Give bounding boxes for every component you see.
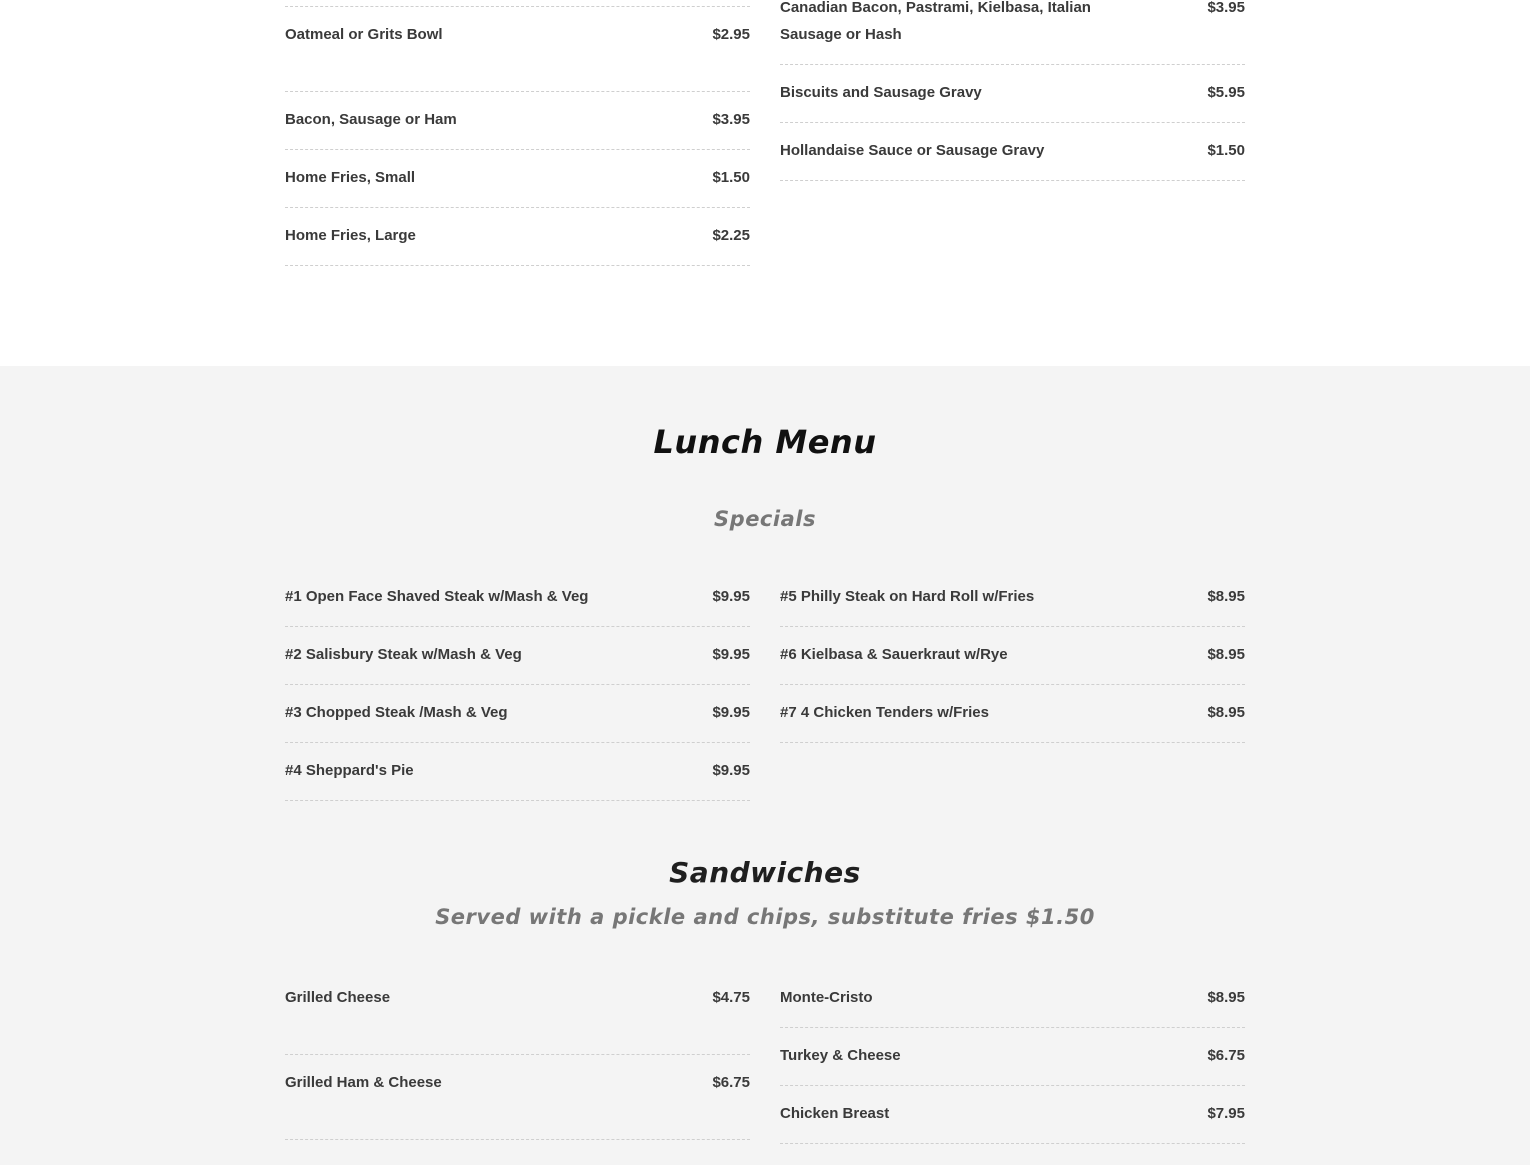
menu-item <box>780 1042 1245 1086</box>
menu-item-name: Canadian Bacon, Pastrami, Kielbasa, Italian Sausage or Hash <box>780 0 1091 43</box>
menu-item-price: $9.95 <box>712 646 750 663</box>
menu-item <box>285 641 750 685</box>
menu-item-name: Hollandaise Sauce or Sausage Gravy <box>780 142 1045 159</box>
menu-item <box>780 699 1245 743</box>
menu-item <box>780 0 1245 65</box>
menu-item-price: $8.95 <box>1207 646 1245 663</box>
menu-item-price: $6.75 <box>712 1074 750 1091</box>
menu-item-price: $1.50 <box>712 169 750 186</box>
menu-item <box>285 984 750 1055</box>
lunch-menu-section <box>0 366 1530 1165</box>
specials-subtitle: Specials <box>714 507 816 531</box>
menu-item <box>780 583 1245 627</box>
menu-item-price: $5.95 <box>1207 84 1245 101</box>
divider <box>285 6 750 7</box>
menu-item-name: Chicken Breast <box>780 1105 890 1122</box>
menu-item-price: $7.95 <box>1207 1105 1245 1122</box>
menu-item-price: $2.25 <box>712 227 750 244</box>
menu-item-name: #1 Open Face Shaved Steak w/Mash & Veg <box>285 588 589 605</box>
menu-item <box>780 1100 1245 1144</box>
menu-item <box>285 164 750 208</box>
menu-item-price: $8.95 <box>1207 989 1245 1006</box>
sandwiches-title: Sandwiches <box>669 856 861 889</box>
menu-item-price: $2.95 <box>712 26 750 43</box>
menu-item-name: Bacon, Sausage or Ham <box>285 111 457 128</box>
menu-item-price: $8.95 <box>1207 704 1245 721</box>
menu-item-price: $6.75 <box>1207 1047 1245 1064</box>
menu-item <box>285 583 750 627</box>
menu-item-name: Home Fries, Small <box>285 169 416 186</box>
menu-item-name: #6 Kielbasa & Sauerkraut w/Rye <box>780 646 1008 663</box>
menu-item <box>285 222 750 266</box>
menu-item-name: #3 Chopped Steak /Mash & Veg <box>285 704 508 721</box>
menu-item-name: Turkey & Cheese <box>780 1047 901 1064</box>
menu-item <box>780 137 1245 181</box>
sandwiches-note: Served with a pickle and chips, substitute fries $1.50 <box>435 905 1095 929</box>
menu-item <box>780 984 1245 1028</box>
menu-item-name: #4 Sheppard's Pie <box>285 762 414 779</box>
menu-item <box>285 757 750 801</box>
breakfast-sides-section <box>0 0 1530 366</box>
menu-item-price: $8.95 <box>1207 588 1245 605</box>
menu-item-name: Monte-Cristo <box>780 989 873 1006</box>
menu-item-name: Grilled Cheese <box>285 989 391 1006</box>
menu-item <box>780 641 1245 685</box>
menu-item-name: #7 4 Chicken Tenders w/Fries <box>780 704 989 721</box>
menu-item-price: $4.75 <box>712 989 750 1006</box>
menu-item <box>285 106 750 150</box>
menu-item <box>285 699 750 743</box>
menu-item-price: $3.95 <box>712 111 750 128</box>
menu-item <box>285 1069 750 1140</box>
menu-item <box>780 79 1245 123</box>
menu-item-name: Biscuits and Sausage Gravy <box>780 84 982 101</box>
menu-item-name: #5 Philly Steak on Hard Roll w/Fries <box>780 588 1035 605</box>
menu-item-price: $9.95 <box>712 704 750 721</box>
menu-item-name: #2 Salisbury Steak w/Mash & Veg <box>285 646 522 663</box>
menu-item-name: Grilled Ham & Cheese <box>285 1074 442 1091</box>
section-title: Lunch Menu <box>653 423 877 461</box>
menu-item <box>285 21 750 92</box>
menu-item-price: $3.95 <box>1207 0 1245 16</box>
menu-item-price: $9.95 <box>712 762 750 779</box>
menu-item-name: Oatmeal or Grits Bowl <box>285 26 443 43</box>
menu-item-price: $1.50 <box>1207 142 1245 159</box>
menu-item-name: Home Fries, Large <box>285 227 416 244</box>
menu-item-price: $9.95 <box>712 588 750 605</box>
